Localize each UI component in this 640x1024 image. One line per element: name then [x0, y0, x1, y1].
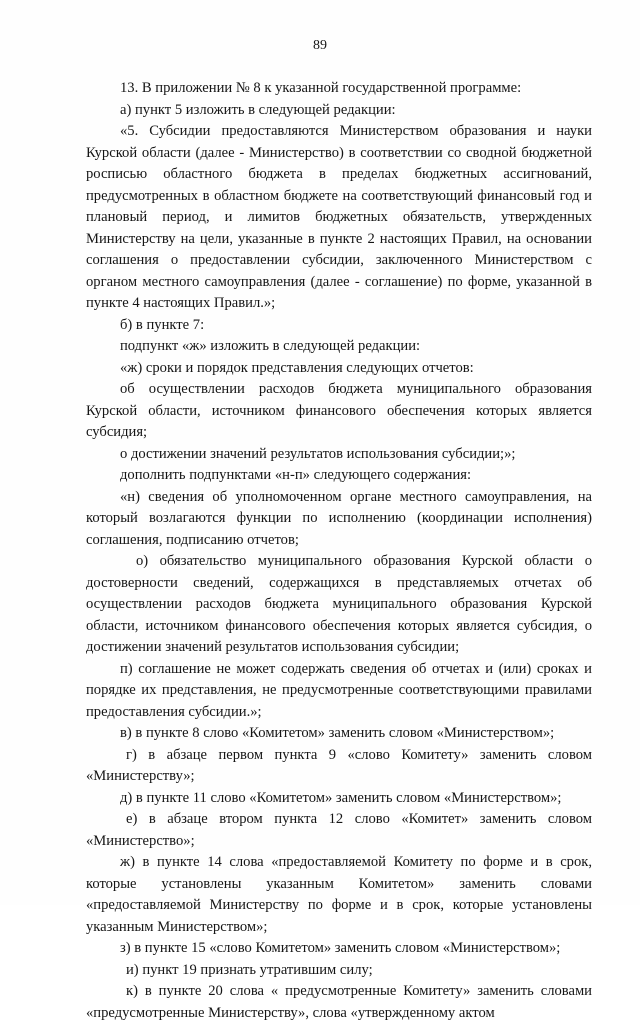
paragraph-subclause-n: «н) сведения об уполномоченном органе местного самоуправления, на который возлагаются функции по исполнению (координации исполнения) соглашения, подписанию отчетов; — [86, 488, 592, 548]
paragraph-report-results: о достижении значений результатов использования субсидии;»; — [120, 445, 516, 462]
paragraph-subitem-k: к) в пункте 20 слова « предусмотренные Комитету» заменить словами «предусмотренные Министерству», слова «утвержденному актом — [86, 983, 592, 1021]
paragraph-report-expenses: об осуществлении расходов бюджета муниципального образования Курской области, источником финансового обеспечения которых является субсидия; — [86, 381, 592, 440]
paragraph-point-5-text: «5. Субсидии предоставляются Министерством образования и науки Курской области (далее - Министерство) в соответствии со сводной бюджетной росписью областного бюджета в пределах бюджетных ассигнований, предусмотренных в областном бюджете на соответствующий финансовый год и плановый период, и лимитов бюджетных обязательств, утвержденных Министерству на цели, указанные в пункте 2 настоящих Правил, на основании соглашения о предоставлении субсидии, заключенного Министерством с органом местного самоуправления (далее - соглашение) по форме, указанной в пункте 4 настоящих Правил.»; — [86, 123, 592, 311]
paragraph-subitem-z: з) в пункте 15 «слово Комитетом» заменить словом «Министерством»; — [120, 940, 561, 956]
paragraph-subitem-i: и) пункт 19 признать утратившим силу; — [126, 961, 373, 978]
paragraph-subclause-p: п) соглашение не может содержать сведения об отчетах и (или) сроках и порядке их представления, не предусмотренные соответствующими правилами предоставления субсидии.»; — [86, 660, 592, 720]
paragraph-subitem-g: г) в абзаце первом пункта 9 «слово Комитету» заменить словом «Министерству»; — [86, 746, 592, 784]
page-number: 89 — [313, 38, 327, 53]
paragraph-item-13: 13. В приложении № 8 к указанной государственной программе: — [120, 80, 522, 96]
paragraph-subitem-a: а) пункт 5 изложить в следующей редакции: — [120, 101, 396, 118]
document-body — [86, 78, 592, 1024]
paragraph-subitem-v: в) в пункте 8 слово «Комитетом» заменить словом «Министерством»; — [120, 725, 555, 741]
paragraph-subclause-o: о) обязательство муниципального образования Курской области о достоверности сведений, содержащихся в представляемых отчетах об осуществлении расходов бюджета муниципального образования Курской области, источником финансового обеспечения которых является субсидия, о достижении значений результатов использования субсидии; — [86, 553, 592, 655]
paragraph-subitem-d: д) в пункте 11 слово «Комитетом» заменить словом «Министерством»; — [120, 789, 562, 806]
paragraph-subitem-b: б) в пункте 7: — [120, 316, 205, 333]
paragraph-subclause-zh-intro: подпункт «ж» изложить в следующей редакции: — [120, 338, 421, 354]
paragraph-add-subclauses: дополнить подпунктами «н-п» следующего содержания: — [120, 467, 472, 483]
paragraph-subitem-zh: ж) в пункте 14 слова «предоставляемой Комитету по форме и в срок, которые установлены указанным Комитетом» заменить словами «предоставляемой Министерству по форме и в срок, которые установлены указанным Министерством»; — [86, 854, 592, 935]
paragraph-subitem-e: е) в абзаце втором пункта 12 слово «Комитет» заменить словом «Министерство»; — [86, 811, 592, 849]
paragraph-subclause-zh-text: «ж) сроки и порядок представления следующих отчетов: — [120, 359, 474, 376]
